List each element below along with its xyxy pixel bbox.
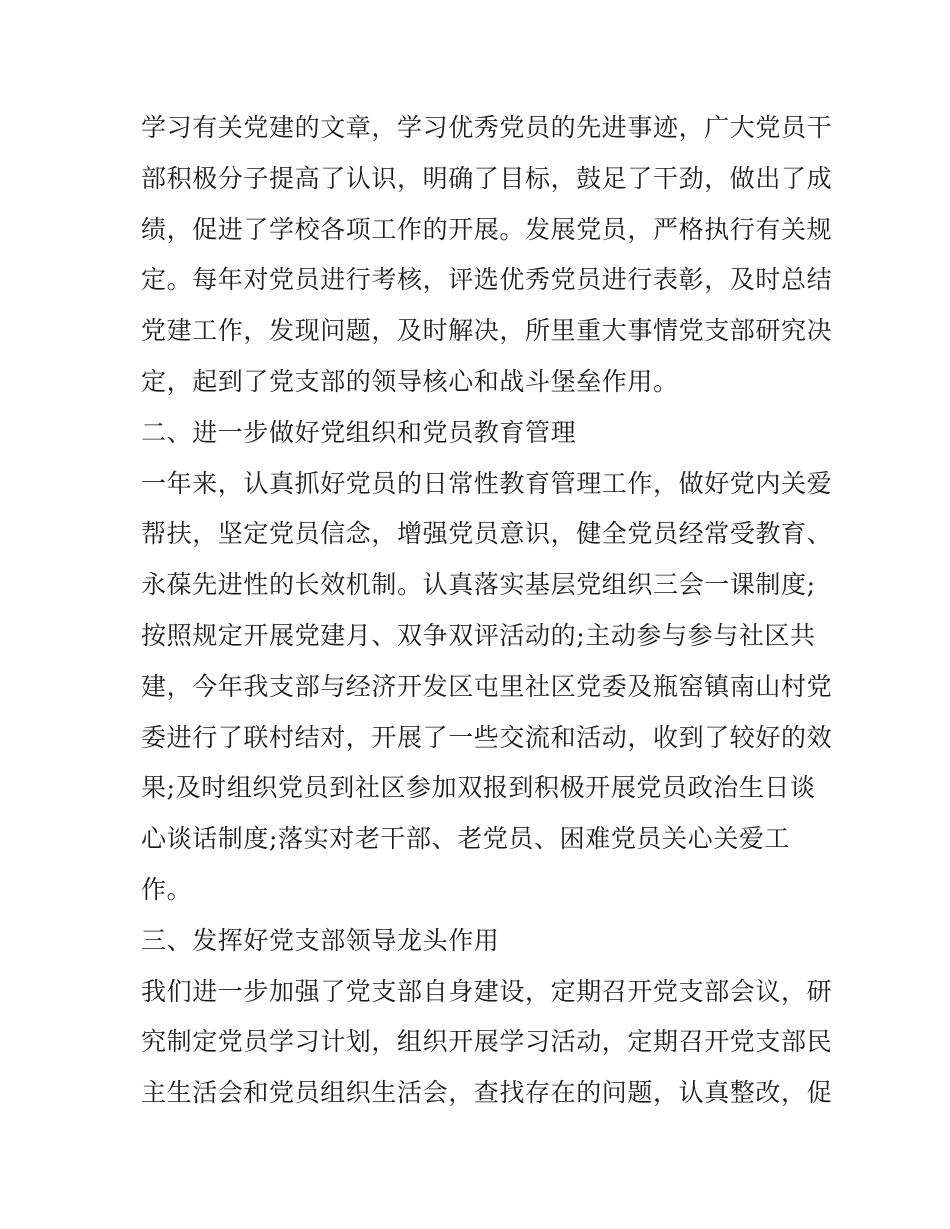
paragraph-line: 究制定党员学习计划，组织开展学习活动，定期召开党支部民 — [141, 1027, 833, 1057]
paragraph-line: 帮扶，坚定党员信念，增强党员意识，健全党员经常受教育、 — [141, 519, 833, 549]
paragraph-line: 定。每年对党员进行考核，评选优秀党员进行表彰，及时总结 — [141, 265, 833, 295]
paragraph-line: 学习有关党建的文章，学习优秀党员的先进事迹，广大党员干 — [141, 113, 833, 142]
section-heading: 二、进一步做好党组织和党员教育管理 — [141, 417, 577, 447]
paragraph-line: 我们进一步加强了党支部自身建设，定期召开党支部会议，研 — [141, 976, 833, 1006]
section-heading: 三、发挥好党支部领导龙头作用 — [141, 925, 500, 955]
document-body — [141, 103, 833, 1119]
paragraph-line: 部积极分子提高了认识，明确了目标，鼓足了干劲，做出了成 — [141, 163, 833, 193]
paragraph-line: 一年来，认真抓好党员的日常性教育管理工作，做好党内关爱 — [141, 468, 833, 498]
paragraph-line: 建，今年我支部与经济开发区屯里社区党委及瓶窑镇南山村党 — [141, 671, 833, 701]
paragraph-line: 永葆先进性的长效机制。认真落实基层党组织三会一课制度; — [141, 570, 816, 600]
paragraph-line: 党建工作，发现问题，及时解决，所里重大事情党支部研究决 — [141, 316, 833, 346]
paragraph-line: 心谈话制度;落实对老干部、老党员、困难党员关心关爱工 — [141, 824, 791, 854]
paragraph-line: 绩，促进了学校各项工作的开展。发展党员，严格执行有关规 — [141, 214, 833, 244]
paragraph-line: 果;及时组织党员到社区参加双报到积极开展党员政治生日谈 — [141, 773, 816, 803]
paragraph-line: 委进行了联村结对，开展了一些交流和活动，收到了较好的效 — [141, 722, 833, 752]
paragraph-line: 主生活会和党员组织生活会，查找存在的问题，认真整改，促 — [141, 1078, 833, 1108]
paragraph-line: 按照规定开展党建月、双争双评活动的;主动参与参与社区共 — [141, 620, 816, 650]
paragraph-line: 定，起到了党支部的领导核心和战斗堡垒作用。 — [141, 366, 679, 396]
paragraph-line: 作。 — [141, 874, 193, 904]
